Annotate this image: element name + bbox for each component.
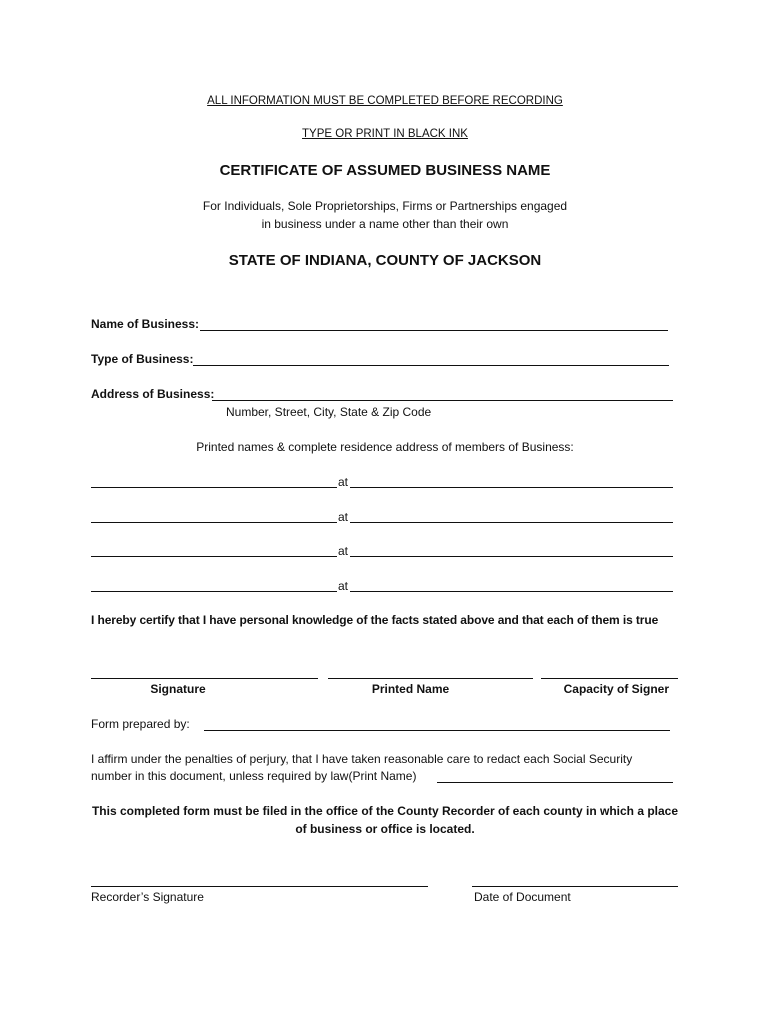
member-at-label: at	[338, 544, 349, 558]
prepared-by-field[interactable]	[204, 730, 670, 731]
document-date-label: Date of Document	[474, 890, 571, 904]
member-name-field[interactable]	[91, 522, 337, 523]
member-name-field[interactable]	[91, 556, 337, 557]
member-address-field[interactable]	[350, 556, 673, 557]
member-address-field[interactable]	[350, 522, 673, 523]
filing-notice-line2: of business or office is located.	[295, 822, 475, 836]
address-format-hint: Number, Street, City, State & Zip Code	[226, 405, 432, 419]
affirmation-line2: number in this document, unless required by law(Print Name)	[91, 769, 417, 783]
affirmation-print-name-field[interactable]	[437, 782, 673, 783]
business-type-label: Type of Business:	[91, 352, 194, 366]
capacity-label: Capacity of Signer	[563, 682, 669, 696]
business-address-field[interactable]	[212, 400, 673, 401]
printed-name-label: Printed Name	[371, 682, 450, 696]
form-subtitle-line1: For Individuals, Sole Proprietorships, Firms or Partnerships engaged	[202, 199, 568, 213]
form-title: CERTIFICATE OF ASSUMED BUSINESS NAME	[219, 162, 551, 179]
jurisdiction-heading: STATE OF INDIANA, COUNTY OF JACKSON	[228, 252, 542, 269]
member-at-label: at	[338, 579, 349, 593]
form-subtitle-line2: in business under a name other than their own	[261, 217, 509, 231]
business-name-label: Name of Business:	[91, 317, 200, 331]
business-name-field[interactable]	[200, 330, 668, 331]
member-at-label: at	[338, 475, 349, 489]
signature-field[interactable]	[91, 678, 318, 679]
member-address-field[interactable]	[350, 487, 673, 488]
printed-name-field[interactable]	[328, 678, 533, 679]
recorder-signature-field[interactable]	[91, 886, 428, 887]
business-address-label: Address of Business:	[91, 387, 215, 401]
member-address-field[interactable]	[350, 591, 673, 592]
filing-notice-line1: This completed form must be filed in the office of the County Recorder of each county in which a place	[91, 804, 679, 818]
document-date-field[interactable]	[472, 886, 678, 887]
recorder-signature-label: Recorder’s Signature	[91, 890, 204, 904]
recording-notice: ALL INFORMATION MUST BE COMPLETED BEFORE RECORDING	[207, 95, 563, 107]
prepared-by-label: Form prepared by:	[91, 717, 190, 731]
member-at-label: at	[338, 510, 349, 524]
ink-instruction: TYPE OR PRINT IN BLACK INK	[302, 128, 468, 140]
business-type-field[interactable]	[193, 365, 669, 366]
certification-statement: I hereby certify that I have personal knowledge of the facts stated above and that each of them is true	[91, 613, 659, 627]
affirmation-line1: I affirm under the penalties of perjury, that I have taken reasonable care to redact each Social Security	[91, 752, 633, 766]
signature-label: Signature	[150, 682, 206, 696]
members-heading: Printed names & complete residence address of members of Business:	[196, 440, 574, 454]
member-name-field[interactable]	[91, 487, 337, 488]
capacity-field[interactable]	[541, 678, 678, 679]
member-name-field[interactable]	[91, 591, 337, 592]
